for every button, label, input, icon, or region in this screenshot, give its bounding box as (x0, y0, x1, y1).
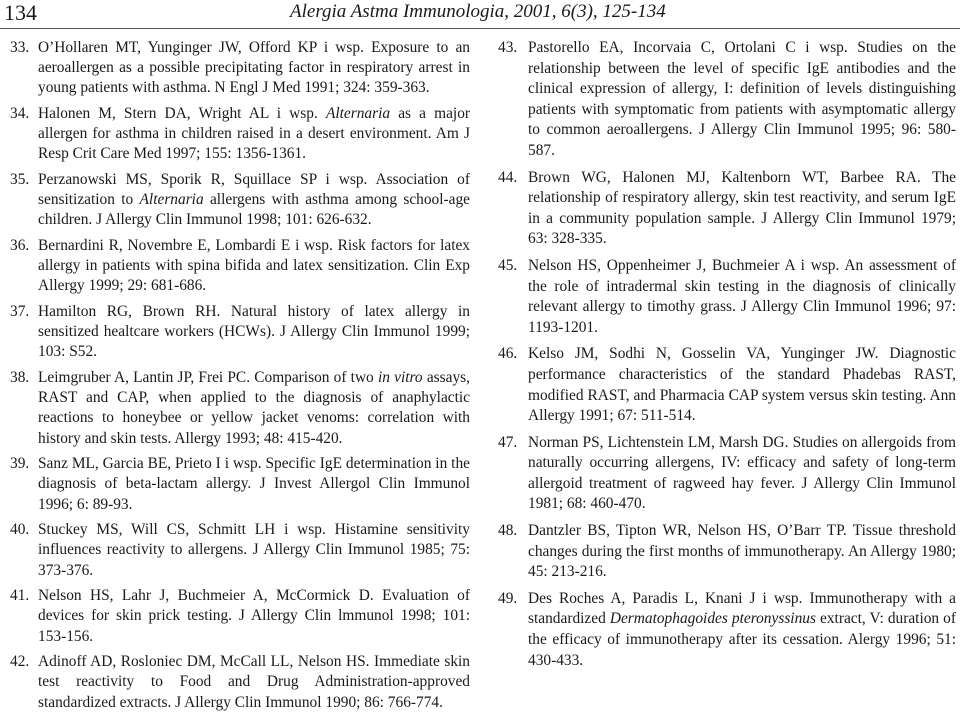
reference-text (38, 455, 470, 512)
header-rule (0, 28, 960, 29)
reference-item (498, 38, 956, 162)
reference-number: 44. (498, 168, 518, 186)
reference-number: 47. (498, 433, 518, 451)
reference-segment: as a major allergen for asthma in children raised in a desert environment. Am J Resp Crit Care Med 1997; 155: 1356-1361. (38, 105, 471, 163)
reference-segment: Leimgruber A, Lantin JP, Frei PC. Comparison of two (38, 369, 378, 386)
reference-text (38, 39, 470, 96)
reference-text (528, 345, 956, 424)
reference-text (38, 653, 470, 710)
reference-item (498, 521, 956, 583)
reference-number: 33. (10, 39, 30, 56)
reference-item (498, 168, 956, 250)
reference-item (10, 652, 470, 713)
reference-text (528, 257, 956, 336)
reference-number: 45. (498, 256, 518, 274)
reference-number: 36. (10, 237, 30, 254)
reference-segment: Stuckey MS, Will CS, Schmitt LH i wsp. Histamine sensitivity influences reactivity to allergens. J Allergy Clin Immunol 1985; 75: 373-376. (38, 521, 470, 579)
reference-number: 46. (498, 345, 518, 363)
reference-segment: O’Hollaren MT, Yunginger JW, Offord KP i wsp. Exposure to an aeroallergen as a possible precipitating factor in respiratory arrest in young patients with asthma. N Engl J Med 1991; 324: 359-363. (38, 39, 470, 97)
reference-number: 41. (10, 587, 30, 605)
reference-item (10, 104, 470, 165)
journal-citation: Alergia Astma Immunologia, 2001, 6(3), 125-134 (290, 1, 666, 22)
reference-number: 43. (498, 39, 518, 56)
reference-item (10, 236, 470, 297)
reference-number: 42. (10, 653, 30, 671)
reference-number: 39. (10, 455, 30, 473)
reference-italic-term: Alternaria (139, 191, 204, 209)
reference-text (38, 105, 470, 162)
reference-text (38, 587, 470, 644)
reference-segment: Halonen M, Stern DA, Wright AL i wsp. (38, 105, 326, 122)
reference-segment: Perzanowski MS, Sporik R, Squillace SP i wsp. Association of sensitization to (38, 171, 470, 209)
reference-segment: Brown WG, Halonen MJ, Kaltenborn WT, Barbee RA. The relationship of respiratory allergy, skin test reactivity, and serum IgE in a community population sample. J Allergy Clin Immunol 1979; 63: 328-335. (528, 168, 956, 248)
reference-text (38, 521, 470, 578)
reference-text (528, 169, 956, 248)
reference-item (10, 170, 470, 231)
reference-number: 48. (498, 522, 518, 540)
reference-item (10, 520, 470, 581)
reference-italic-term: Alternaria (325, 105, 391, 122)
reference-segment: Norman PS, Lichtenstein LM, Marsh DG. Studies on allergoids from naturally occurring allergens, IV: efficacy and safety of long-term allergoid treatment of ragweed hay fever. J Allergy Clin Immunol 1981; 68: 460-470. (528, 433, 956, 513)
reference-item (10, 38, 470, 99)
reference-text (38, 237, 470, 294)
reference-item (498, 344, 956, 426)
reference-segment: Des Roches A, Paradis L, Knani J i wsp. Immunotherapy with a standardized (528, 589, 956, 628)
reference-number: 37. (10, 303, 30, 320)
reference-italic-term: Dermatophagoides pteronyssinus (609, 610, 816, 628)
references-column-left (10, 38, 470, 718)
reference-segment: Nelson HS, Lahr J, Buchmeier A, McCormick D. Evaluation of devices for skin prick testing. J Allergy Clin lmmunol 1998; 101: 153-156. (38, 587, 470, 645)
page-header (0, 0, 960, 34)
reference-text (528, 39, 956, 159)
reference-segment: Dantzler BS, Tipton WR, Nelson HS, O’Barr TP. Tissue threshold changes during the first months of immunotherapy. An Allergy 1980; 45: 213-216. (528, 522, 956, 581)
reference-item (498, 589, 956, 671)
reference-text (38, 171, 470, 228)
reference-text (528, 590, 956, 669)
reference-item (498, 256, 956, 338)
reference-segment: Pastorello EA, Incorvaia C, Ortolani C i wsp. Studies on the relationship between the level of specific IgE antibodies and the clinical expression of allergy, I: definition of levels distinguishing patients with symptomatic from patients with asymptomatic allergy to common aeroallergens. J Allergy Clin Immunol 1995; 96: 580-587. (528, 39, 956, 159)
page-number: 134 (4, 0, 37, 25)
reference-italic-term: in vitro (377, 369, 423, 386)
reference-text (38, 369, 470, 447)
reference-item (10, 586, 470, 647)
reference-segment: Hamilton RG, Brown RH. Natural history of latex allergy in sensitized healtcare workers (HCWs). J Allergy Clin Immunol 1999; 103: S52. (38, 303, 470, 361)
reference-segment: allergens with asthma among school-age children. J Allergy Clin Immunol 1998; 101: 626-632. (38, 191, 470, 229)
reference-number: 35. (10, 171, 30, 188)
reference-number: 38. (10, 369, 30, 386)
reference-text (528, 522, 956, 580)
reference-number: 49. (498, 589, 518, 607)
reference-segment: Bernardini R, Novembre E, Lombardi E i wsp. Risk factors for latex allergy in patients with spina bifida and latex sensitization. Clin Exp Allergy 1999; 29: 681-686. (38, 237, 470, 295)
reference-item (10, 368, 470, 449)
reference-segment: extract, V: duration of the efficacy of immunotherapy after its cessation. Alergy 1996; 51: 430-433. (528, 610, 956, 669)
reference-segment: assays, RAST and CAP, when applied to the diagnosis of anaphylactic reactions to honeybee or yellow jacket venoms: correlation with history and skin tests. Allergy 1993; 48: 415-420. (38, 369, 470, 447)
reference-number: 34. (10, 105, 30, 122)
reference-segment: Sanz ML, Garcia BE, Prieto I i wsp. Specific IgE determination in the diagnosis of beta-lactam allergy. J Invest Allergol Clin Immunol 1996; 6: 89-93. (38, 455, 470, 513)
reference-segment: Nelson HS, Oppenheimer J, Buchmeier A i wsp. An assessment of the role of intradermal skin testing in the diagnosis of clinically relevant allergy to timothy grass. J Allergy Clin Immunol 1996; 97: 1193-1201. (528, 256, 956, 336)
reference-segment: Kelso JM, Sodhi N, Gosselin VA, Yunginger JW. Diagnostic performance characteristics of the standard Phadebas RAST, modified RAST, and Pharmacia CAP system versus skin testing. Ann Allergy 1991; 67: 511-514. (528, 345, 956, 425)
reference-item (10, 454, 470, 515)
reference-segment: Adinoff AD, Rosloniec DM, McCall LL, Nelson HS. Immediate skin test reactivity to Food and Drug Administration-approved standardized extracts. J Allergy Clin Immunol 1990; 86: 766-774. (38, 653, 470, 711)
reference-text (528, 434, 956, 513)
reference-number: 40. (10, 521, 30, 539)
references-column-right (498, 38, 956, 677)
reference-item (498, 433, 956, 515)
reference-item (10, 302, 470, 363)
reference-text (38, 303, 470, 360)
